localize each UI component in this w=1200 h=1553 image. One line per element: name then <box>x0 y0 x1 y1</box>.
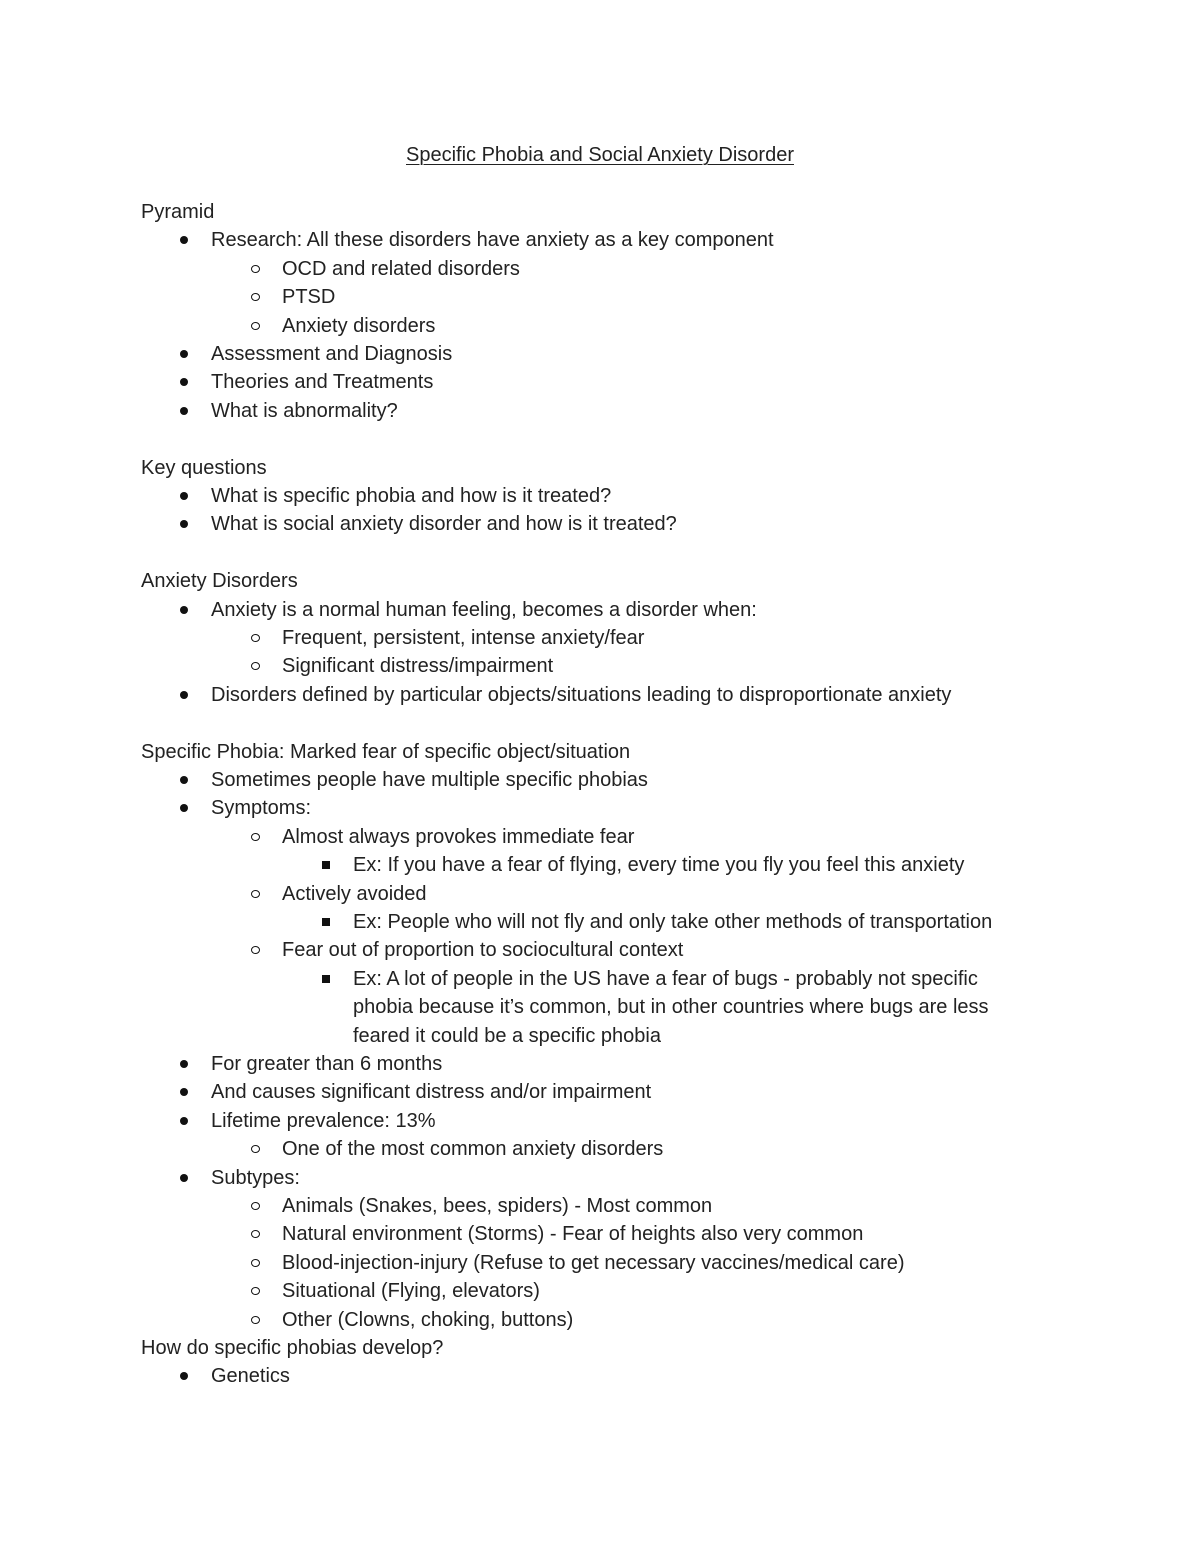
bullet-dot-icon <box>170 1362 198 1390</box>
bullet-item: Lifetime prevalence: 13% <box>211 1109 436 1132</box>
section-heading: Key questions <box>141 456 267 479</box>
bullet-dot-icon <box>170 681 198 709</box>
bullet-item: Theories and Treatments <box>211 371 434 394</box>
bullet-dot-icon <box>170 1050 198 1078</box>
sub-bullet-item: Situational (Flying, elevators) <box>282 1280 540 1303</box>
sub-bullet-item: Other (Clowns, choking, buttons) <box>282 1308 574 1331</box>
bullet-item: Assessment and Diagnosis <box>211 343 453 365</box>
bullet-dot-icon <box>170 1107 198 1135</box>
sub-sub-bullet-item: Ex: If you have a fear of flying, every time you fly you feel this anxiety <box>353 854 965 877</box>
bullet-item: What is specific phobia and how is it treated? <box>211 485 612 507</box>
sub-bullet-item: One of the most common anxiety disorders <box>282 1138 664 1161</box>
continuation-line: feared it could be a specific phobia <box>353 1024 661 1047</box>
bullet-item: Anxiety is a normal human feeling, becomes a disorder when: <box>211 598 757 621</box>
bullet-dot-icon <box>170 368 198 396</box>
bullet-item: Sometimes people have multiple specific phobias <box>211 769 648 791</box>
bullet-dot-icon <box>170 397 198 425</box>
sub-bullet-item: Significant distress/impairment <box>282 655 554 678</box>
sub-bullet-item: Fear out of proportion to sociocultural context <box>282 939 684 962</box>
sub-bullet-item: Frequent, persistent, intense anxiety/fear <box>282 627 645 649</box>
bullet-circle-icon <box>241 312 269 340</box>
bullet-item: And causes significant distress and/or impairment <box>211 1081 652 1104</box>
bullet-item: Subtypes: <box>211 1166 300 1189</box>
sub-bullet-item: Almost always provokes immediate fear <box>282 825 635 848</box>
bullet-circle-icon <box>241 1306 269 1334</box>
bullet-item: Symptoms: <box>211 797 312 820</box>
bullet-item: Genetics <box>211 1365 290 1388</box>
bullet-circle-icon <box>241 823 269 851</box>
bullet-square-icon <box>312 965 340 993</box>
sub-bullet-item: OCD and related disorders <box>282 257 520 280</box>
bullet-dot-icon <box>170 1164 198 1192</box>
bullet-circle-icon <box>241 1277 269 1305</box>
section-heading: How do specific phobias develop? <box>141 1337 444 1359</box>
bullet-circle-icon <box>241 880 269 908</box>
bullet-circle-icon <box>241 1192 269 1220</box>
bullet-dot-icon <box>170 226 198 254</box>
section-heading: Anxiety Disorders <box>141 570 298 593</box>
bullet-dot-icon <box>170 1078 198 1106</box>
sub-bullet-item: PTSD <box>282 286 336 309</box>
sub-bullet-item: Animals (Snakes, bees, spiders) - Most common <box>282 1195 713 1217</box>
bullet-dot-icon <box>170 340 198 368</box>
bullet-item: For greater than 6 months <box>211 1053 443 1075</box>
bullet-circle-icon <box>241 652 269 680</box>
bullet-circle-icon <box>241 624 269 652</box>
bullet-dot-icon <box>170 482 198 510</box>
sub-bullet-item: Blood-injection-injury (Refuse to get necessary vaccines/medical care) <box>282 1251 905 1274</box>
bullet-item: Disorders defined by particular objects/situations leading to disproportionate anxiety <box>211 683 952 706</box>
section-heading: Pyramid <box>141 201 215 223</box>
bullet-item: What is social anxiety disorder and how is it treated? <box>211 513 677 536</box>
bullet-dot-icon <box>170 794 198 822</box>
sub-sub-bullet-item: Ex: People who will not fly and only take other methods of transportation <box>353 911 993 933</box>
bullet-square-icon <box>312 908 340 936</box>
bullet-square-icon <box>312 851 340 879</box>
continuation-line: phobia because it’s common, but in other countries where bugs are less <box>353 996 989 1019</box>
bullet-circle-icon <box>241 283 269 311</box>
sub-bullet-item: Natural environment (Storms) - Fear of heights also very common <box>282 1223 864 1246</box>
bullet-circle-icon <box>241 936 269 964</box>
bullet-item: Research: All these disorders have anxiety as a key component <box>211 229 774 252</box>
sub-sub-bullet-item: Ex: A lot of people in the US have a fear of bugs - probably not specific <box>353 967 978 990</box>
section-heading: Specific Phobia: Marked fear of specific object/situation <box>141 740 631 763</box>
bullet-circle-icon <box>241 255 269 283</box>
bullet-circle-icon <box>241 1249 269 1277</box>
bullet-dot-icon <box>170 596 198 624</box>
document-title: Specific Phobia and Social Anxiety Disorder <box>406 144 794 166</box>
sub-bullet-item: Actively avoided <box>282 882 427 905</box>
bullet-circle-icon <box>241 1220 269 1248</box>
bullet-dot-icon <box>170 510 198 538</box>
bullet-item: What is abnormality? <box>211 399 398 422</box>
sub-bullet-item: Anxiety disorders <box>282 314 436 337</box>
bullet-dot-icon <box>170 766 198 794</box>
bullet-circle-icon <box>241 1135 269 1163</box>
